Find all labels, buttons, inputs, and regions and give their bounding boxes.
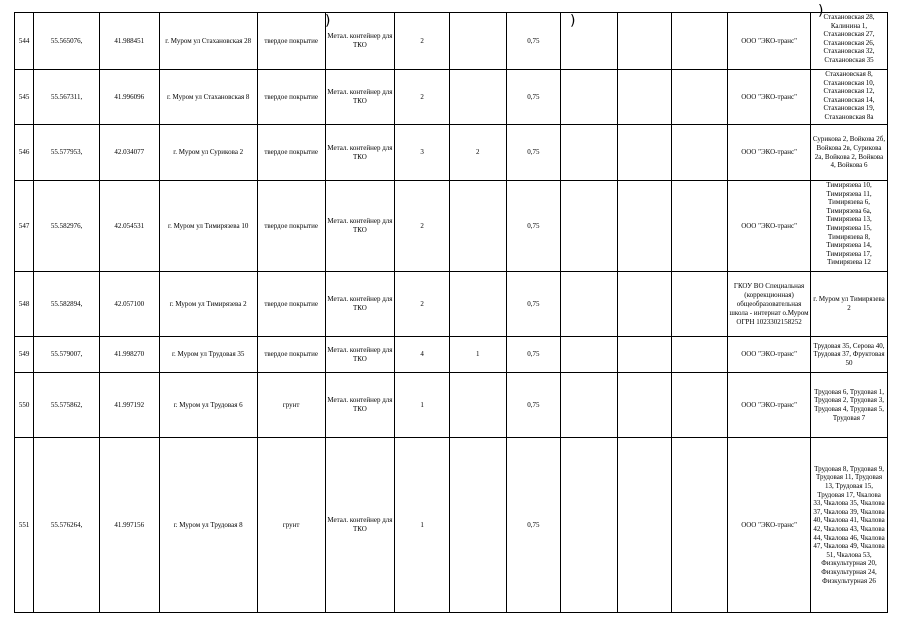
address-cell: г. Муром ул Стахановская 28 xyxy=(159,13,257,70)
planned-count-cell xyxy=(449,181,506,272)
volume-cell: 0,75 xyxy=(506,70,561,125)
address-cell: г. Муром ул Трудовая 8 xyxy=(159,438,257,613)
empty-cell xyxy=(672,125,728,181)
table-row xyxy=(15,181,888,272)
row-number: 551 xyxy=(15,438,34,613)
container-type-cell: Метал. контейнер для ТКО xyxy=(325,337,395,373)
longitude-cell: 42.054531 xyxy=(99,181,159,272)
container-count-cell: 2 xyxy=(395,70,450,125)
empty-cell xyxy=(561,70,618,125)
owner-cell: ООО "ЭКО-транс" xyxy=(728,13,811,70)
volume-cell: 0,75 xyxy=(506,337,561,373)
row-number: 545 xyxy=(15,70,34,125)
longitude-cell: 41.997192 xyxy=(99,373,159,438)
empty-cell xyxy=(672,373,728,438)
longitude-cell: 42.057100 xyxy=(99,272,159,337)
planned-count-cell: 2 xyxy=(449,125,506,181)
volume-cell: 0,75 xyxy=(506,125,561,181)
registry-table xyxy=(14,12,888,613)
address-cell: г. Муром ул Сурикова 2 xyxy=(159,125,257,181)
owner-cell: ООО "ЭКО-транс" xyxy=(728,438,811,613)
served-addresses-cell: г. Муром ул Тимирязева 2 xyxy=(811,272,888,337)
container-type-cell: Метал. контейнер для ТКО xyxy=(325,272,395,337)
empty-cell xyxy=(617,272,672,337)
binding-hole-mark: ) xyxy=(570,13,576,29)
served-addresses-cell: Стахановская 8, Стахановская 10, Стахановская 12, Стахановская 14, Стахановская 19, Стахановская 8а xyxy=(811,70,888,125)
volume-cell: 0,75 xyxy=(506,373,561,438)
volume-cell: 0,75 xyxy=(506,181,561,272)
empty-cell xyxy=(672,181,728,272)
surface-cell: грунт xyxy=(257,373,325,438)
owner-cell: ООО "ЭКО-транс" xyxy=(728,70,811,125)
planned-count-cell xyxy=(449,438,506,613)
empty-cell xyxy=(617,13,672,70)
latitude-cell: 55.582976, xyxy=(34,181,100,272)
row-number: 549 xyxy=(15,337,34,373)
empty-cell xyxy=(672,13,728,70)
volume-cell: 0,75 xyxy=(506,438,561,613)
empty-cell xyxy=(617,70,672,125)
row-number: 548 xyxy=(15,272,34,337)
row-number: 544 xyxy=(15,13,34,70)
empty-cell xyxy=(617,373,672,438)
address-cell: г. Муром ул Стахановская 8 xyxy=(159,70,257,125)
longitude-cell: 42.034077 xyxy=(99,125,159,181)
surface-cell: твердое покрытие xyxy=(257,125,325,181)
owner-cell: ООО "ЭКО-транс" xyxy=(728,337,811,373)
table-row xyxy=(15,125,888,181)
planned-count-cell xyxy=(449,13,506,70)
address-cell: г. Муром ул Тимирязева 2 xyxy=(159,272,257,337)
latitude-cell: 55.567311, xyxy=(34,70,100,125)
longitude-cell: 41.988451 xyxy=(99,13,159,70)
row-number: 546 xyxy=(15,125,34,181)
latitude-cell: 55.576264, xyxy=(34,438,100,613)
container-count-cell: 2 xyxy=(395,13,450,70)
empty-cell xyxy=(561,125,618,181)
owner-cell: ООО "ЭКО-транс" xyxy=(728,181,811,272)
address-cell: г. Муром ул Тимирязева 10 xyxy=(159,181,257,272)
latitude-cell: 55.579007, xyxy=(34,337,100,373)
owner-cell: ООО "ЭКО-транс" xyxy=(728,373,811,438)
latitude-cell: 55.577953, xyxy=(34,125,100,181)
table-row xyxy=(15,13,888,70)
owner-cell: ГКОУ ВО Специальная (коррекционная) общеобразовательная школа - интернат о.Муром ОГРН 1023302158252 xyxy=(728,272,811,337)
empty-cell xyxy=(561,438,618,613)
owner-cell: ООО "ЭКО-транс" xyxy=(728,125,811,181)
container-type-cell: Метал. контейнер для ТКО xyxy=(325,125,395,181)
empty-cell xyxy=(561,272,618,337)
empty-cell xyxy=(561,337,618,373)
address-cell: г. Муром ул Трудовая 35 xyxy=(159,337,257,373)
container-count-cell: 2 xyxy=(395,272,450,337)
empty-cell xyxy=(672,438,728,613)
container-type-cell: Метал. контейнер для ТКО xyxy=(325,70,395,125)
empty-cell xyxy=(617,125,672,181)
volume-cell: 0,75 xyxy=(506,13,561,70)
surface-cell: твердое покрытие xyxy=(257,181,325,272)
row-number: 550 xyxy=(15,373,34,438)
surface-cell: грунт xyxy=(257,438,325,613)
latitude-cell: 55.575862, xyxy=(34,373,100,438)
binding-hole-mark: ) xyxy=(325,13,331,29)
surface-cell: твердое покрытие xyxy=(257,70,325,125)
table-row xyxy=(15,438,888,613)
table-row xyxy=(15,70,888,125)
container-type-cell: Метал. контейнер для ТКО xyxy=(325,438,395,613)
table-row xyxy=(15,337,888,373)
planned-count-cell xyxy=(449,70,506,125)
surface-cell: твердое покрытие xyxy=(257,13,325,70)
surface-cell: твердое покрытие xyxy=(257,272,325,337)
empty-cell xyxy=(561,181,618,272)
planned-count-cell xyxy=(449,373,506,438)
volume-cell: 0,75 xyxy=(506,272,561,337)
row-number: 547 xyxy=(15,181,34,272)
container-count-cell: 4 xyxy=(395,337,450,373)
served-addresses-cell: Трудовая 35, Серова 40, Трудовая 37, Фруктовая 50 xyxy=(811,337,888,373)
container-count-cell: 3 xyxy=(395,125,450,181)
binding-hole-mark: ) xyxy=(818,3,824,19)
planned-count-cell xyxy=(449,272,506,337)
longitude-cell: 41.996096 xyxy=(99,70,159,125)
served-addresses-cell: Тимирязева 10, Тимирязева 11, Тимирязева 6, Тимирязева 6а, Тимирязева 13, Тимирязева 15, Тимирязева 8, Тимирязева 14, Тимирязева 17, Тимирязева 12 xyxy=(811,181,888,272)
container-type-cell: Метал. контейнер для ТКО xyxy=(325,13,395,70)
container-type-cell: Метал. контейнер для ТКО xyxy=(325,181,395,272)
container-count-cell: 1 xyxy=(395,438,450,613)
empty-cell xyxy=(617,438,672,613)
empty-cell xyxy=(561,373,618,438)
surface-cell: твердое покрытие xyxy=(257,337,325,373)
empty-cell xyxy=(672,272,728,337)
container-count-cell: 2 xyxy=(395,181,450,272)
empty-cell xyxy=(672,70,728,125)
served-addresses-cell: Стахановская 28, Калинина 1, Стахановская 27, Стахановская 26, Стахановская 32, Стахановская 35 xyxy=(811,13,888,70)
empty-cell xyxy=(617,337,672,373)
empty-cell xyxy=(672,337,728,373)
address-cell: г. Муром ул Трудовая 6 xyxy=(159,373,257,438)
table-row xyxy=(15,272,888,337)
served-addresses-cell: Сурикова 2, Войкова 2б, Войкова 2в, Сурикова 2а, Войкова 2, Войкова 4, Войкова 6 xyxy=(811,125,888,181)
container-count-cell: 1 xyxy=(395,373,450,438)
planned-count-cell: 1 xyxy=(449,337,506,373)
container-type-cell: Метал. контейнер для ТКО xyxy=(325,373,395,438)
latitude-cell: 55.582894, xyxy=(34,272,100,337)
latitude-cell: 55.565076, xyxy=(34,13,100,70)
longitude-cell: 41.997156 xyxy=(99,438,159,613)
served-addresses-cell: Трудовая 6, Трудовая 1, Трудовая 2, Трудовая 3, Трудовая 4, Трудовая 5, Трудовая 7 xyxy=(811,373,888,438)
empty-cell xyxy=(617,181,672,272)
served-addresses-cell: Трудовая 8, Трудовая 9, Трудовая 11, Трудовая 13, Трудовая 15, Трудовая 17, Чкалова 33, Чкалова 35, Чкалова 37, Чкалова 39, Чкалова 40, Чкалова 41, Чкалова 42, Чкалова 43, Чкалова 44, Чкалова 46, Чкалова 47, Чкалова 49, Чкалова 51, Чкалова 53, Физкультурная 20, Физкультурная 24, Физкультурная 26 xyxy=(811,438,888,613)
longitude-cell: 41.998270 xyxy=(99,337,159,373)
table-row xyxy=(15,373,888,438)
